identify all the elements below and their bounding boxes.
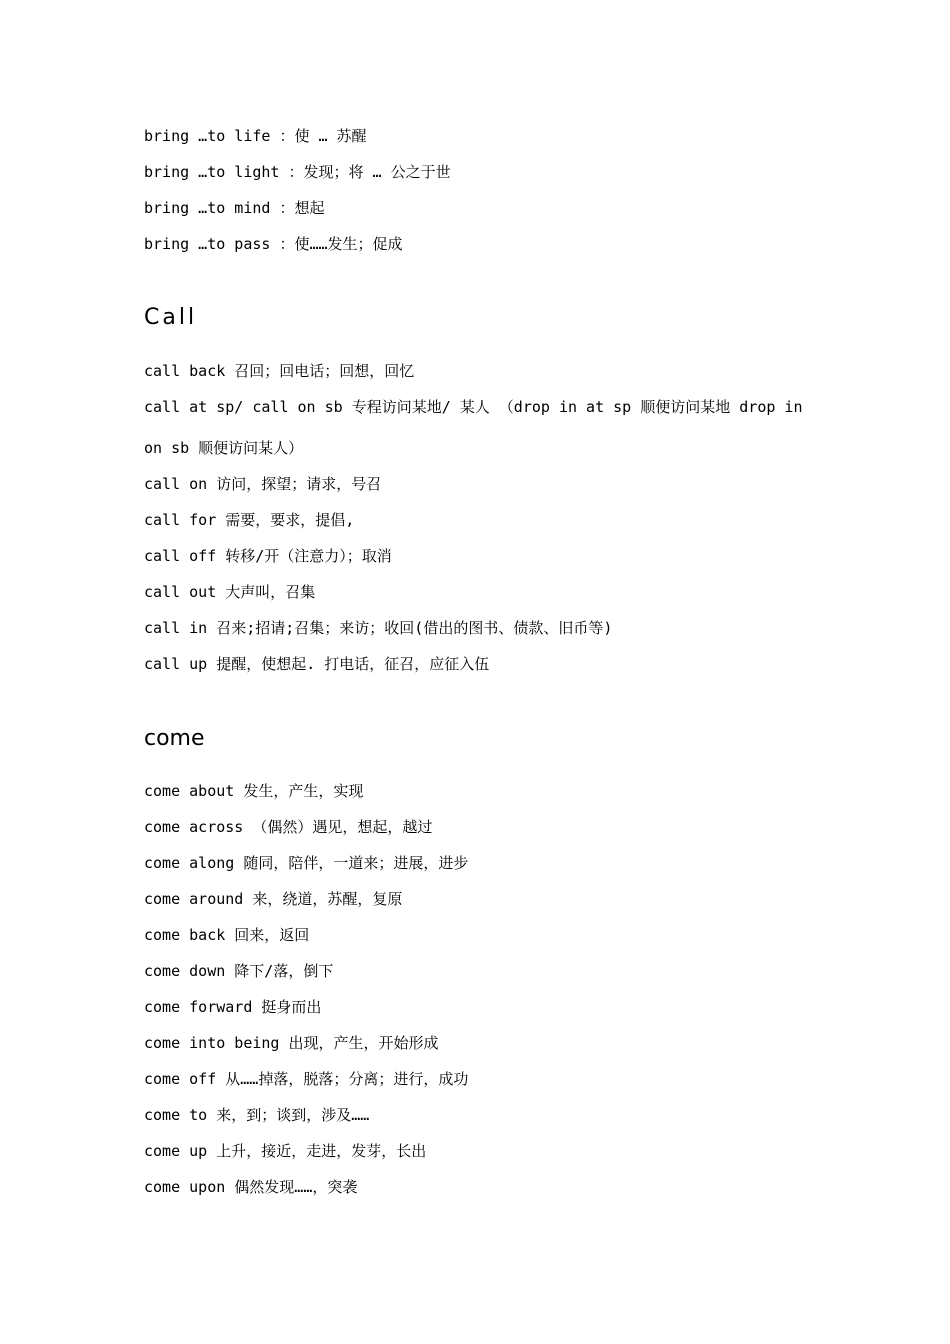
phrase-line: come forward 挺身而出 xyxy=(144,998,322,1016)
phrase-line: come into being 出现，产生，开始形成 xyxy=(144,1034,439,1052)
phrase-line: come across （偶然）遇见，想起，越过 xyxy=(144,818,433,836)
section-heading-come: come xyxy=(144,726,205,751)
phrase-line: come upon 偶然发现……，突袭 xyxy=(144,1178,358,1196)
phrase-line: come back 回来，返回 xyxy=(144,926,310,944)
phrase-line: call on 访问，探望；请求，号召 xyxy=(144,475,382,493)
phrase-line: come around 来，绕道，苏醒，复原 xyxy=(144,890,403,908)
phrase-line: come to 来，到；谈到，涉及…… xyxy=(144,1106,370,1124)
phrase-line: bring …to mind ：想起 xyxy=(144,199,325,217)
phrase-line: call up 提醒，使想起. 打电话，征召，应征入伍 xyxy=(144,655,490,673)
phrase-line: call at sp/ call on sb 专程访问某地/ 某人 （drop in at sp 顺便访问某地 drop in xyxy=(144,398,803,416)
phrase-line: come up 上升，接近，走进，发芽，长出 xyxy=(144,1142,427,1160)
section-heading-call: Call xyxy=(144,305,198,330)
phrase-line: come along 随同，陪伴，一道来；进展，进步 xyxy=(144,854,469,872)
phrase-line: bring …to light ：发现；将 … 公之于世 xyxy=(144,163,451,181)
phrase-line: bring …to life ：使 … 苏醒 xyxy=(144,127,367,145)
phrase-line: call back 召回；回电话；回想，回忆 xyxy=(144,362,415,380)
phrase-line: call in 召来;招请;召集；来访；收回(借出的图书、债款、旧币等) xyxy=(144,619,613,637)
phrase-line: call off 转移/开（注意力）；取消 xyxy=(144,547,392,565)
phrase-line: come about 发生，产生，实现 xyxy=(144,782,364,800)
phrase-line: come off 从……掉落，脱落；分离；进行，成功 xyxy=(144,1070,469,1088)
phrase-line: bring …to pass ：使……发生；促成 xyxy=(144,235,403,253)
phrase-line: call out 大声叫，召集 xyxy=(144,583,316,601)
phrase-line: on sb 顺便访问某人） xyxy=(144,439,304,457)
phrase-line: come down 降下/落，倒下 xyxy=(144,962,334,980)
phrase-line: call for 需要，要求，提倡, xyxy=(144,511,355,529)
